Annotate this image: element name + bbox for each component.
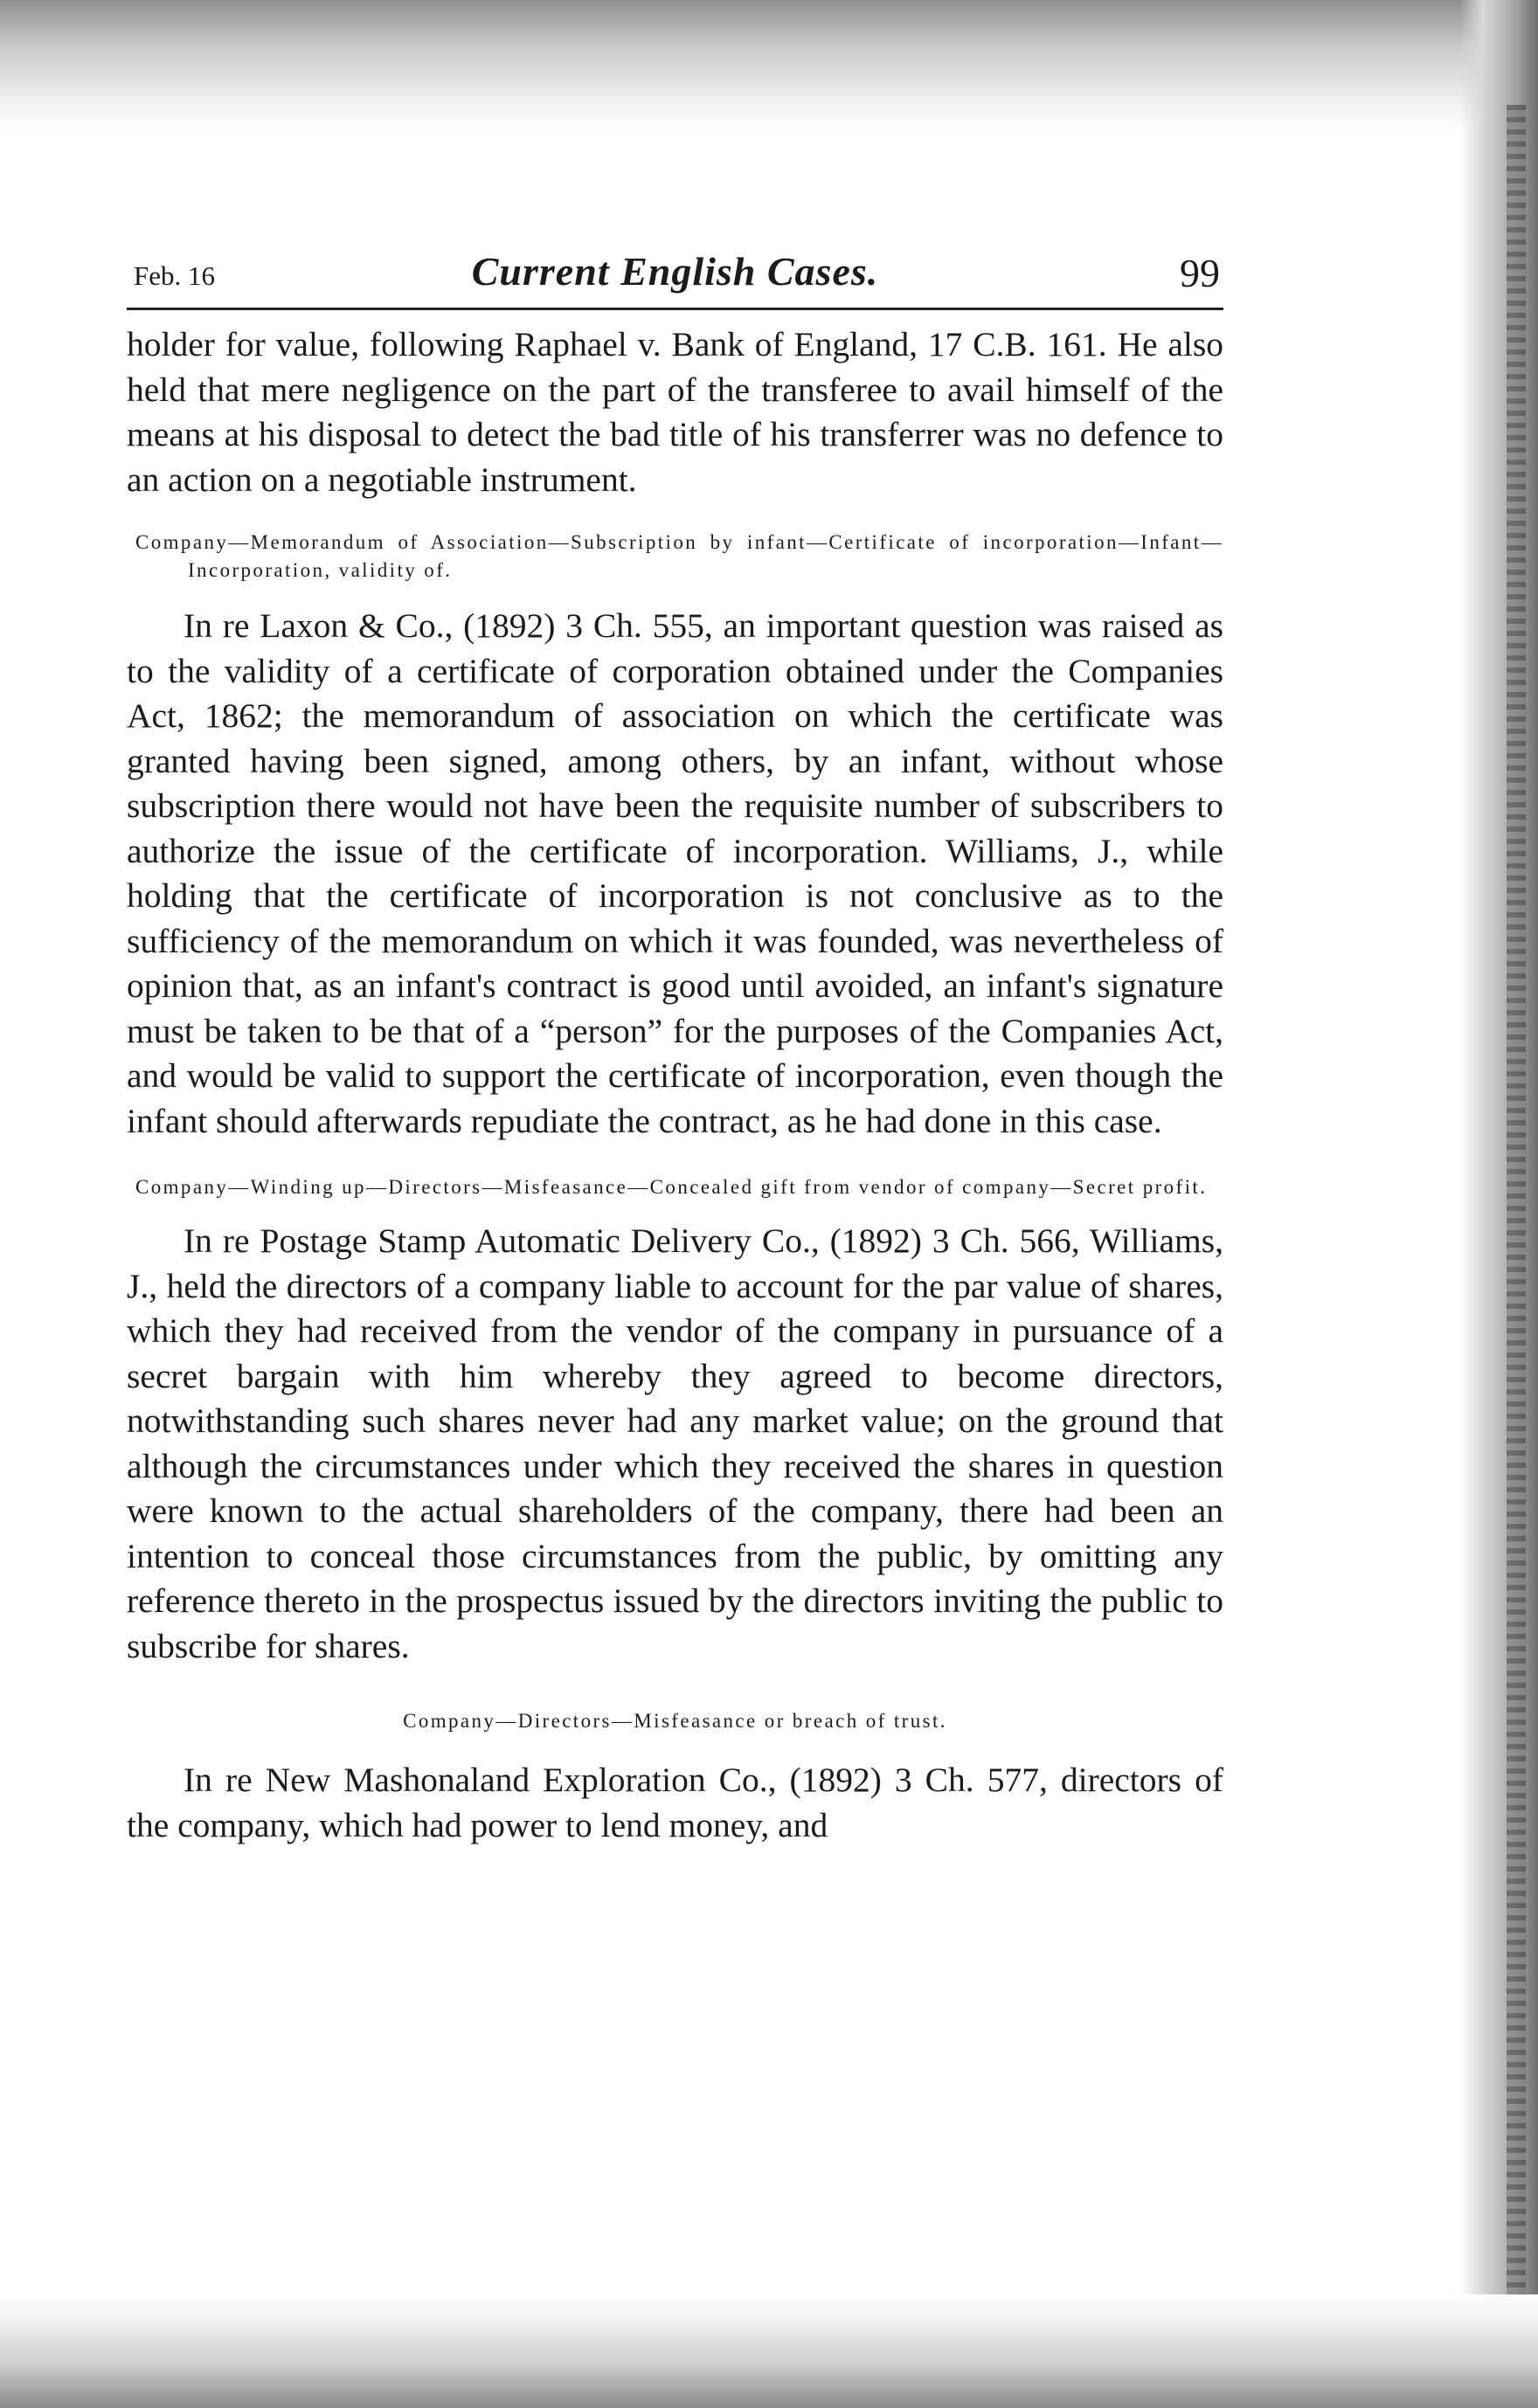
section-heading-2: Company—Winding up—Directors—Misfeasance—Concealed gift from vendor of company—Secret profit. (135, 1176, 1208, 1198)
section-heading-1: Company—Memorandum of Association—Subscription by infant—Certificate of incorporation—Infant—Incorporation, validity of. (135, 531, 1223, 581)
document-page (127, 245, 1223, 1848)
header-date: Feb. 16 (134, 260, 215, 291)
scan-binding-edge (1507, 105, 1526, 2307)
continuation-paragraph: holder for value, following Raphael v. Bank of England, 17 C.B. 161. He also held that mere negligence on the part of the transferee to avail himself of the means at his disposal to detect the bad title of his transferrer was no defence to an action on a negotiable instrument. (127, 325, 1223, 499)
scan-shadow-bottom (0, 2294, 1538, 2408)
header-title: Current English Cases. (471, 249, 879, 294)
page-number: 99 (1180, 251, 1220, 295)
section-heading-3: Company—Directors—Misfeasance or breach of trust. (403, 1710, 947, 1732)
section-body-3: In re New Mashonaland Exploration Co., (1892) 3 Ch. 577, directors of the company, which had power to lend money, and (127, 1761, 1223, 1844)
scan-shadow-right (1459, 0, 1538, 2408)
section-body-1: In re Laxon & Co., (1892) 3 Ch. 555, an important question was raised as to the validity of a certificate of corporation obtained under the Companies Act, 1862; the memorandum of association on which the certificate was granted having been signed, among others, by an infant, without whose subscription there would not have been the requisite number of subscribers to authorize the issue of the certificate of incorporation. Williams, J., while holding that the certificate of incorporation is not conclusive as to the sufficiency of the memorandum on which it was founded, was nevertheless of opinion that, as an infant's contract is good until avoided, an infant's signature must be taken to be that of a “person” for the purposes of the Companies Act, and would be valid to support the certificate of incorporation, even though the infant should afterwards repudiate the contract, as he had done in this case. (127, 606, 1223, 1140)
scan-shadow-top (0, 0, 1538, 131)
section-body-2: In re Postage Stamp Automatic Delivery Co., (1892) 3 Ch. 566, Williams, J., held the directors of a company liable to account for the par value of shares, which they had received from the vendor of the company in pursuance of a secret bargain with him whereby they agreed to become directors, notwithstanding such shares never had any market value; on the ground that although the circumstances under which they received the shares in question were known to the actual shareholders of the company, there had been an intention to conceal those circumstances from the public, by omitting any reference thereto in the prospectus issued by the directors inviting the public to subscribe for shares. (127, 1221, 1223, 1665)
running-header (127, 245, 1223, 310)
